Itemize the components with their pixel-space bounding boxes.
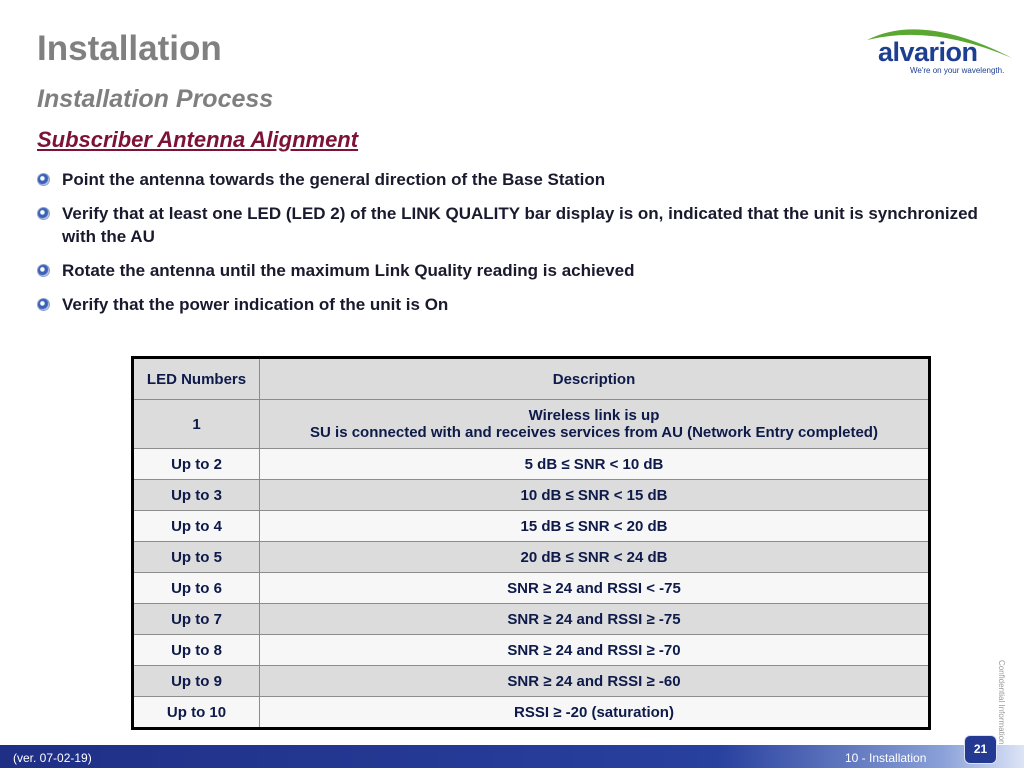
- header-led-numbers: LED Numbers: [133, 358, 260, 400]
- slide-title: Installation: [37, 29, 222, 68]
- description-cell: SNR ≥ 24 and RSSI < -75: [260, 573, 930, 604]
- table-row: [133, 666, 930, 697]
- bullet-icon: [37, 173, 50, 186]
- table-row: [133, 480, 930, 511]
- led-quality-table: [131, 356, 931, 730]
- bullet-item: [37, 259, 997, 282]
- bullet-item: [37, 202, 997, 248]
- table-header-row: [133, 358, 930, 400]
- led-number-cell: 1: [133, 400, 260, 449]
- description-cell: RSSI ≥ -20 (saturation): [260, 697, 930, 729]
- page-number-badge: 21: [964, 735, 997, 764]
- description-cell: SNR ≥ 24 and RSSI ≥ -70: [260, 635, 930, 666]
- slide-subtitle: Installation Process: [37, 85, 274, 113]
- description-line: Wireless link is up: [528, 407, 660, 424]
- table-row: [133, 449, 930, 480]
- bullet-icon: [37, 298, 50, 311]
- table-row: [133, 542, 930, 573]
- description-cell: SNR ≥ 24 and RSSI ≥ -75: [260, 604, 930, 635]
- bullet-text: Verify that the power indication of the unit is On: [62, 295, 449, 314]
- led-number-cell: Up to 8: [133, 635, 260, 666]
- table-row: [133, 604, 930, 635]
- bullet-item: [37, 168, 997, 191]
- led-number-cell: Up to 2: [133, 449, 260, 480]
- section-heading: Subscriber Antenna Alignment: [37, 127, 359, 152]
- description-cell: 10 dB ≤ SNR < 15 dB: [260, 480, 930, 511]
- bullet-text: Point the antenna towards the general direction of the Base Station: [62, 170, 606, 189]
- logo-tagline: We're on your wavelength.: [910, 66, 1005, 75]
- confidential-note: Confidential Information: [997, 660, 1006, 745]
- led-number-cell: Up to 7: [133, 604, 260, 635]
- led-number-cell: Up to 10: [133, 697, 260, 729]
- led-number-cell: Up to 4: [133, 511, 260, 542]
- description-cell: SNR ≥ 24 and RSSI ≥ -60: [260, 666, 930, 697]
- table-row: [133, 697, 930, 729]
- description-cell: [260, 400, 930, 449]
- description-cell: 20 dB ≤ SNR < 24 dB: [260, 542, 930, 573]
- bullet-list: [37, 168, 997, 327]
- header-description: Description: [260, 358, 930, 400]
- led-number-cell: Up to 5: [133, 542, 260, 573]
- bullet-icon: [37, 264, 50, 277]
- bullet-text: Rotate the antenna until the maximum Link Quality reading is achieved: [62, 261, 635, 280]
- led-number-cell: Up to 3: [133, 480, 260, 511]
- table-row: [133, 511, 930, 542]
- led-number-cell: Up to 6: [133, 573, 260, 604]
- bullet-item: [37, 293, 997, 316]
- footer-version: (ver. 07-02-19): [13, 751, 92, 765]
- logo-brand: alvarion: [878, 37, 978, 67]
- description-cell: 5 dB ≤ SNR < 10 dB: [260, 449, 930, 480]
- description-cell: 15 dB ≤ SNR < 20 dB: [260, 511, 930, 542]
- description-line: SU is connected with and receives services from AU (Network Entry completed): [310, 424, 878, 441]
- bullet-icon: [37, 207, 50, 220]
- footer-section-label: 10 - Installation: [845, 751, 927, 765]
- table-row: [133, 573, 930, 604]
- bullet-text: Verify that at least one LED (LED 2) of the LINK QUALITY bar display is on, indicated that the unit is synchronized with the AU: [62, 204, 978, 246]
- led-number-cell: Up to 9: [133, 666, 260, 697]
- table-row: [133, 400, 930, 449]
- table-row: [133, 635, 930, 666]
